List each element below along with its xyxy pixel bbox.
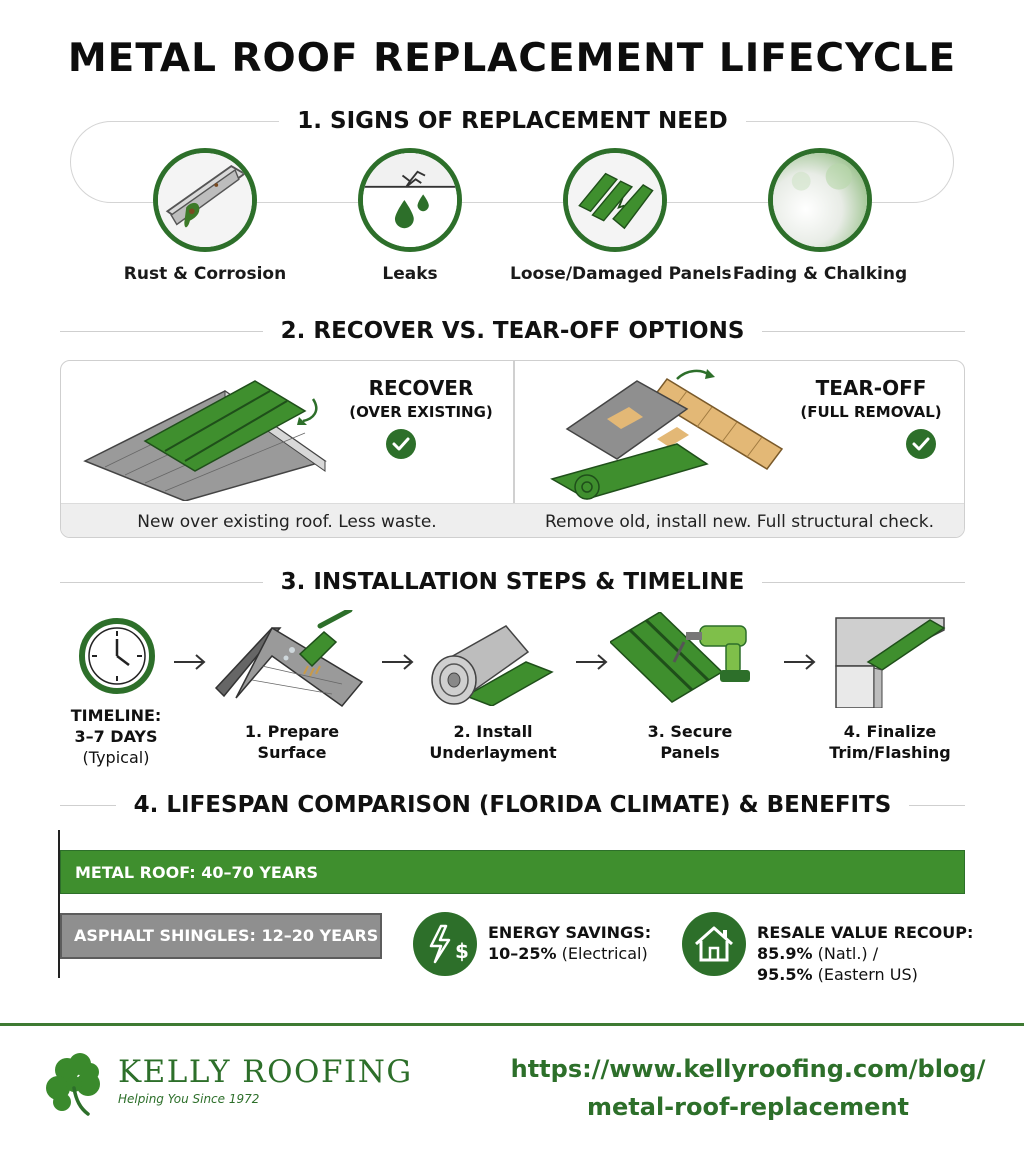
brand-name: KELLY ROOFING [118, 1054, 413, 1090]
secure-panels-drill-icon [610, 612, 770, 708]
timeline-note: (Typical) [82, 748, 150, 767]
article-url-link[interactable] [498, 1050, 998, 1126]
energy-note: (Electrical) [561, 944, 648, 963]
arrow-right-icon [782, 652, 818, 672]
tearoff-caption: Remove old, install new. Full structural check. [513, 503, 965, 538]
step-finalize-label [810, 721, 970, 763]
step-line1: 1. Prepare [244, 722, 340, 741]
section-4-heading [60, 790, 965, 820]
rust-gutter-icon [153, 148, 257, 252]
prepare-surface-icon [212, 610, 372, 710]
step-line2: Underlayment [429, 743, 557, 762]
step-line1: 4. Finalize [843, 722, 937, 741]
options-panel [60, 360, 965, 538]
recover-check-icon [386, 429, 416, 459]
resale-note-eastern: (Eastern US) [817, 965, 918, 984]
sign-label: Rust & Corrosion [123, 264, 287, 284]
timeline-label [52, 705, 180, 768]
underlayment-roll-icon [426, 616, 556, 706]
recover-heading [341, 376, 501, 421]
energy-title: ENERGY SAVINGS: [488, 923, 652, 942]
section-1-heading [60, 106, 965, 136]
arrow-right-icon [574, 652, 610, 672]
finalize-trim-icon [834, 616, 946, 708]
resale-note-national: (Natl.) / [817, 944, 879, 963]
step-prepare-label [212, 721, 372, 763]
svg-text:$: $ [455, 939, 469, 963]
step-underlayment-label [413, 721, 573, 763]
resale-value-eastern: 95.5% [757, 965, 813, 984]
section-3-title: 3. INSTALLATION STEPS & TIMELINE [280, 569, 745, 595]
section-2-heading [60, 316, 965, 346]
sign-label: Leaks [382, 264, 438, 284]
leak-drops-icon [358, 148, 462, 252]
recover-caption: New over existing roof. Less waste. [61, 503, 513, 538]
url-line2[interactable]: metal-roof-replacement [587, 1093, 909, 1121]
asphalt-shingles-lifespan-bar [60, 913, 382, 959]
damaged-panel-icon [563, 148, 667, 252]
energy-savings-icon [413, 912, 477, 976]
resale-title: RESALE VALUE RECOUP: [757, 923, 974, 942]
arrow-right-icon [172, 652, 208, 672]
arrow-right-icon [380, 652, 416, 672]
section-3-heading [60, 567, 965, 597]
sign-leaks [305, 148, 515, 284]
energy-savings-text [488, 922, 651, 964]
sign-rust [100, 148, 310, 284]
section-1-title: 1. SIGNS OF REPLACEMENT NEED [279, 108, 745, 134]
step-secure-label [610, 721, 770, 763]
timeline-title-line1: TIMELINE: [70, 706, 162, 725]
recover-option [61, 361, 513, 538]
tearoff-subtitle: (FULL REMOVAL) [800, 403, 942, 421]
tearoff-title: TEAR-OFF [815, 376, 927, 400]
resale-value-national: 85.9% [757, 944, 813, 963]
tearoff-check-icon [906, 429, 936, 459]
asphalt-bar-label: ASPHALT SHINGLES: 12–20 YEARS [74, 926, 379, 945]
sign-loose-panels [510, 148, 732, 284]
tearoff-option [513, 361, 965, 538]
page-title: METAL ROOF REPLACEMENT LIFECYCLE [67, 36, 957, 81]
tearoff-heading [791, 376, 951, 421]
step-line2: Trim/Flashing [829, 743, 951, 762]
url-line1[interactable]: https://www.kellyroofing.com/blog/ [510, 1055, 986, 1083]
step-line2: Surface [257, 743, 327, 762]
brand-tagline: Helping You Since 1972 [118, 1092, 260, 1106]
metal-roof-lifespan-bar [60, 850, 965, 894]
step-line2: Panels [660, 743, 720, 762]
sign-fading [715, 148, 925, 284]
chalking-texture-icon [768, 148, 872, 252]
section-2-title: 2. RECOVER VS. TEAR-OFF OPTIONS [280, 318, 745, 344]
tearoff-roof-illustration [547, 369, 797, 501]
resale-value-text [757, 922, 973, 985]
house-icon [682, 912, 746, 976]
clock-icon [78, 617, 156, 695]
sign-label: Loose/Damaged Panels [510, 264, 732, 284]
step-line1: 3. Secure [647, 722, 733, 741]
section-4-title: 4. LIFESPAN COMPARISON (FLORIDA CLIMATE) & BENEFITS [133, 792, 892, 818]
footer-divider [0, 1023, 1024, 1026]
recover-title: RECOVER [368, 376, 474, 400]
recover-subtitle: (OVER EXISTING) [349, 403, 493, 421]
step-line1: 2. Install [453, 722, 533, 741]
shamrock-logo-icon [40, 1048, 110, 1118]
timeline-title-line2: 3–7 DAYS [74, 727, 158, 746]
recover-roof-illustration [75, 371, 335, 501]
energy-value: 10–25% [488, 944, 557, 963]
sign-label: Fading & Chalking [732, 264, 908, 284]
metal-roof-bar-label: METAL ROOF: 40–70 YEARS [75, 863, 319, 882]
